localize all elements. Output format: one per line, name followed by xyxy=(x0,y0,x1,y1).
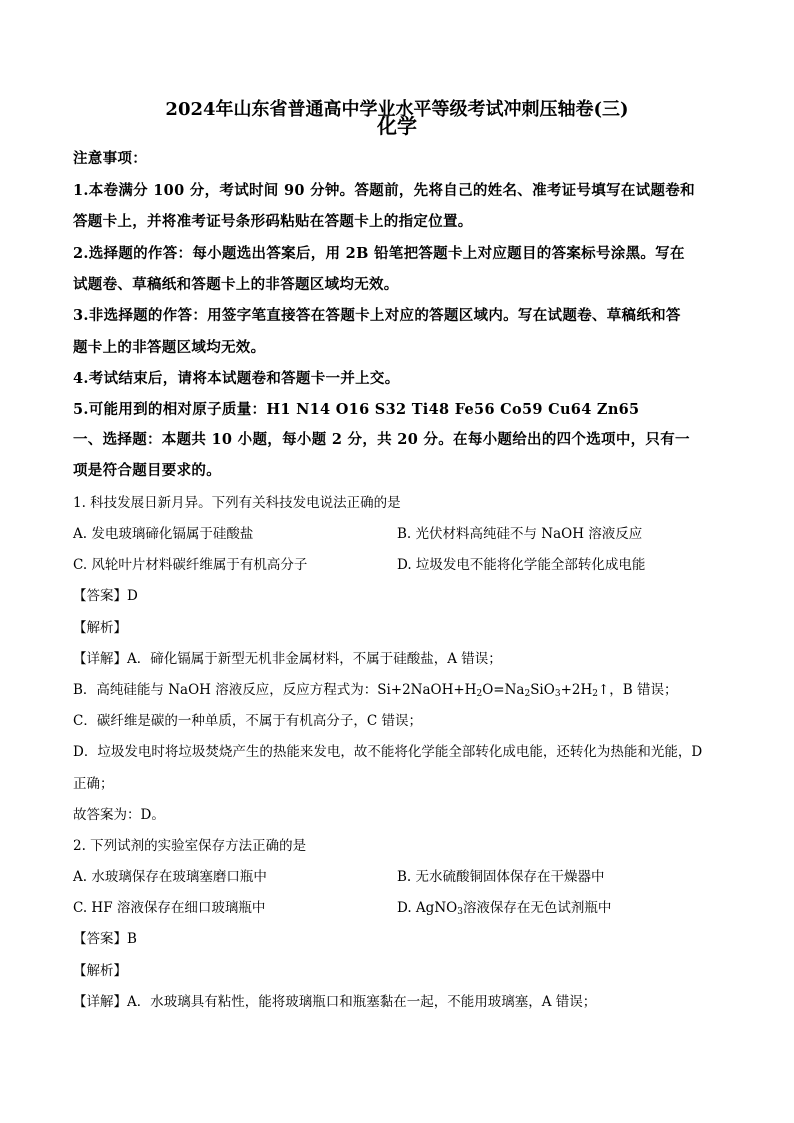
notice-item: 题卡上的非答题区域均无效。 xyxy=(73,339,266,356)
section-heading: 一、选择题：本题共 10 小题，每小题 2 分，共 20 分。在每小题给出的四个选项中，只有一 xyxy=(73,431,690,448)
notice-item: 试题卷、草稿纸和答题卡上的非答题区域均无效。 xyxy=(73,276,399,293)
q1-detail-d-cont: 正确； xyxy=(73,776,114,792)
q2-detail-a: 【详解】A．水玻璃具有粘性，能将玻璃瓶口和瓶塞黏在一起，不能用玻璃塞，A 错误； xyxy=(73,994,597,1010)
q1-detail-b: B．高纯硅能与 NaOH 溶液反应，反应方程式为：$Si+2NaOH+H_2O=Na_2SiO_3+2H_2↑$，B 错误； xyxy=(73,682,678,699)
notice-heading: 注意事项： xyxy=(73,150,147,167)
q1-option-b: B. 光伏材料高纯硅不与 NaOH 溶液反应 xyxy=(397,526,643,542)
notice-item: 5.可能用到的相对原子质量：H1 N14 O16 S32 Ti48 Fe56 Co59 Cu64 Zn65 xyxy=(73,401,640,418)
q1-detail-d: D．垃圾发电时将垃圾焚烧产生的热能来发电，故不能将化学能全部转化成电能，还转化为热能和光能，D xyxy=(73,744,703,760)
question-1-stem: 1. 科技发展日新月异。下列有关科技发电说法正确的是 xyxy=(73,495,401,511)
notice-item: 1.本卷满分 100 分，考试时间 90 分钟。答题前，先将自己的姓名、准考证号填写在试题卷和 xyxy=(73,182,695,199)
page-title: 2024年山东省普通高中学业水平等级考试冲刺压轴卷(三) xyxy=(165,99,629,120)
subject-title: 化学 xyxy=(377,114,417,138)
notice-item: 2.选择题的作答：每小题选出答案后，用 2B 铅笔把答题卡上对应题目的答案标号涂黑。写在 xyxy=(73,245,685,262)
section-heading-cont: 项是符合题目要求的。 xyxy=(73,462,221,479)
notice-item: 3.非选择题的作答：用签字笔直接答在答题卡上对应的答题区域内。写在试题卷、草稿纸和答 xyxy=(73,307,681,324)
q2-option-a: A. 水玻璃保存在玻璃塞磨口瓶中 xyxy=(73,869,267,885)
notice-item: 答题卡上，并将准考证号条形码粘贴在答题卡上的指定位置。 xyxy=(73,213,473,230)
q2-analysis-label: 【解析】 xyxy=(73,963,127,979)
q2-option-d: D. AgNO$_3$溶液保存在无色试剂瓶中 xyxy=(397,900,612,917)
q1-answer: 【答案】D xyxy=(73,588,138,604)
q2-option-c: C. HF 溶液保存在细口玻璃瓶中 xyxy=(73,900,266,916)
q2-answer: 【答案】B xyxy=(73,931,137,947)
q1-detail-a: 【详解】A．碲化镉属于新型无机非金属材料，不属于硅酸盐，A 错误； xyxy=(73,651,502,667)
q2-option-b: B. 无水硫酸铜固体保存在干燥器中 xyxy=(397,869,605,885)
q1-option-d: D. 垃圾发电不能将化学能全部转化成电能 xyxy=(397,557,646,573)
q1-option-a: A. 发电玻璃碲化镉属于硅酸盐 xyxy=(73,526,254,542)
notice-item: 4.考试结束后，请将本试题卷和答题卡一并上交。 xyxy=(73,370,400,387)
q1-analysis-label: 【解析】 xyxy=(73,620,127,636)
q1-detail-c: C．碳纤维是碳的一种单质，不属于有机高分子，C 错误； xyxy=(73,713,422,729)
q1-conclusion: 故答案为：D。 xyxy=(73,807,165,823)
question-2-stem: 2. 下列试剂的实验室保存方法正确的是 xyxy=(73,838,307,854)
q1-option-c: C. 风轮叶片材料碳纤维属于有机高分子 xyxy=(73,557,308,573)
